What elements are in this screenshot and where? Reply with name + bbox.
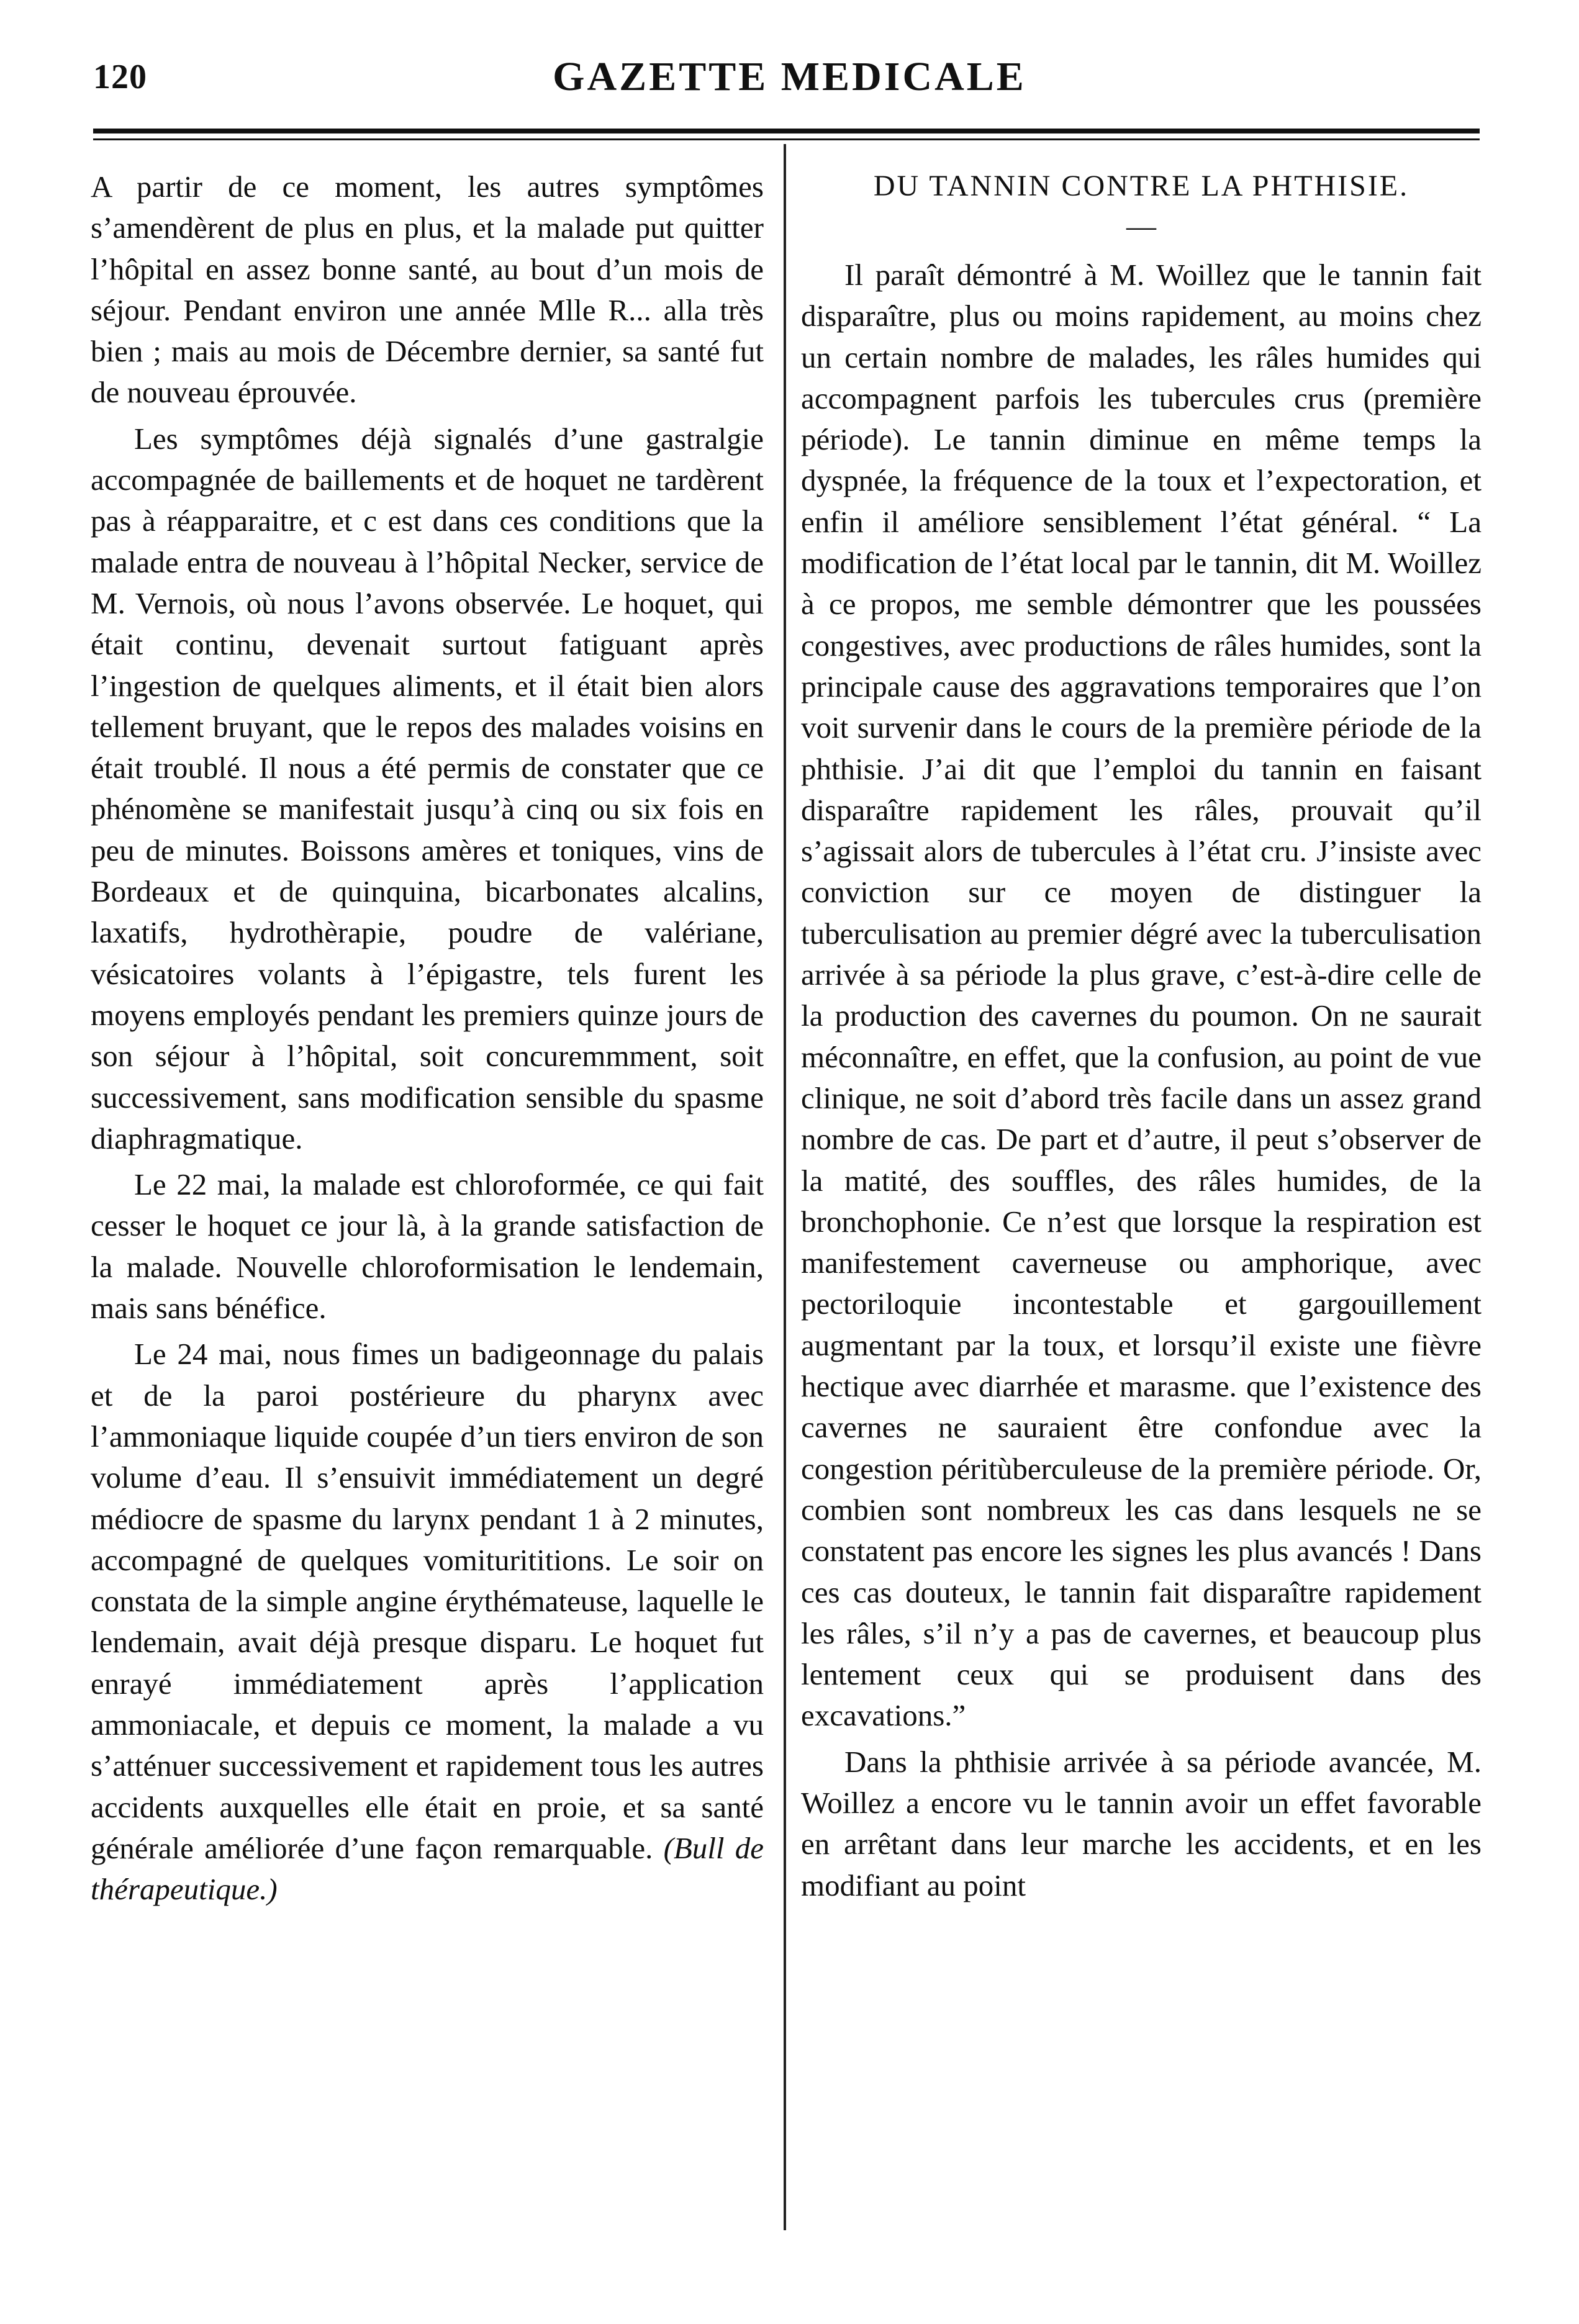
section-title: DU TANNIN CONTRE LA PHTHISIE. — [873, 170, 1409, 202]
header-rule-thin — [93, 138, 1480, 140]
left-paragraph-4 — [91, 1334, 764, 1910]
right-column — [801, 166, 1482, 1911]
left-paragraph-2: Les symptômes déjà signalés d’une gastralgie accompagnée de baillements et de hoquet ne tardèrent pas à réapparaitre, et c est dans ces conditions que la malade entra de nouveau à l’hôpital Necker, service de M. Vernois, où nous l’avons observée. Le hoquet, qui était continu, devenait surtout fatiguant après l’ingestion de quelques aliments, et il était bien alors tellement bruyant, que le repos des malades voisins en était troublé. Il nous a été permis de constater que ce phénomène se manifestait jusqu’à cinq ou six fois en peu de minutes. Boissons amères et toniques, vins de Bordeaux et de quinquina, bicarbonates alcalins, laxatifs, hydrothèrapie, poudre de valériane, vésicatoires volants à l’épigastre, tels furent les moyens employés pendant les premiers quinze jours de son séjour à l’hôpital, soit concuremmment, soit successivement, sans modification sensible du spasme diaphragmatique. — [91, 421, 764, 1155]
section-dash: — — [1126, 210, 1156, 243]
left-paragraph-3: Le 22 mai, la malade est chloroformée, ce qui fait cesser le hoquet ce jour là, à la grande satisfaction de la malade. Nouvelle chloroformisation le lendemain, mais sans bénéfice. — [91, 1167, 764, 1326]
citation: (Bull de thérapeutique.) — [91, 1830, 764, 1907]
left-paragraph-1: A partir de ce moment, les autres symptômes s’amendèrent de plus en plus, et la malade put quitter l’hôpital en assez bonne santé, au bout d’un mois de séjour. Pendant environ une année Mlle R... alla très bien ; mais au mois de Décembre dernier, sa santé fut de nouveau éprouvée. — [91, 170, 764, 410]
page-number: 120 — [93, 58, 147, 96]
right-paragraph-2: Dans la phthisie arrivée à sa période avancée, M. Woillez a encore vu le tannin avoir un effet favorable en arrêtant dans leur marche les accidents, et en les modifiant au point — [801, 1744, 1482, 1902]
header-rule-thick — [93, 129, 1480, 133]
right-paragraph-1: Il paraît démontré à M. Woillez que le tannin fait disparaître, plus ou moins rapidement, au moins chez un certain nombre de malades, les râles humides qui accompagnent parfois les tubercules crus (première période). Le tannin diminue en même temps la dyspnée, la fréquence de la toux et l’expectoration, et enfin il améliore sensiblement l’état général. “ La modification de l’état local par le tannin, dit M. Woillez à ce propos, me semble démontrer que les poussées congestives, avec productions de râles humides, sont la principale cause des aggravations temporaires que l’on voit survenir dans le cours de la première période de la phthisie. J’ai dit que l’emploi du tannin en faisant disparaître rapidement les râles, prouvait qu’il s’agissait alors de tubercules à l’état cru. J’insiste avec conviction sur ce moyen de distinguer la tuberculisation au premier dégré avec la tuberculisation arrivée à sa période la plus grave, c’est-à-dire celle de la production des cavernes du poumon. On ne saurait méconnaître, en effet, que la confusion, au point de vue clinique, ne soit d’abord très facile dans un assez grand nombre de cas. De part et d’autre, il peut s’observer de la matité, des souffles, des râles humides, de la bronchophonie. Ce n’est que lorsque la respiration est manifestement caverneuse ou amphorique, avec pectoriloquie incontestable et gargouillement augmentant par la toux, et lorsqu’il existe une fièvre hectique avec diarrhée et marasme. que l’existence des cavernes ne sauraient être confondue avec la congestion péritùberculeuse de la première période. Or, combien sont nombreux les cas dans lesquels ne se constatent pas encore les signes les plus avancés ! Dans ces cas douteux, le tannin fait disparaître rapidement les râles, s’il n’y a pas de cavernes, et beaucoup plus lentement ceux qui se produisent dans des excavations.” — [801, 258, 1482, 1733]
left-column — [91, 166, 764, 1915]
column-divider — [784, 144, 786, 2230]
running-title: GAZETTE MEDICALE — [553, 54, 1026, 99]
left-paragraph-4-text: Le 24 mai, nous fimes un badigeonnage du palais et de la paroi postérieure du pharynx avec l’ammoniaque liquide coupée d’un tiers environ de son volume d’eau. Il s’ensuivit immédiatement un degré médiocre de spasme du larynx pendant 1 à 2 minutes, accompagné de quelques vomiturititions. Le soir on constata de la simple angine érythémateuse, laquelle le lendemain, avait déjà presque disparu. Le hoquet fut enrayé immédiatement après l’application ammoniacale, et depuis ce moment, la malade a vu s’atténuer successivement et rapidement tous les autres accidents auxquelles elle était en proie, et sa santé générale améliorée d’une façon remarquable. — [91, 1337, 764, 1865]
